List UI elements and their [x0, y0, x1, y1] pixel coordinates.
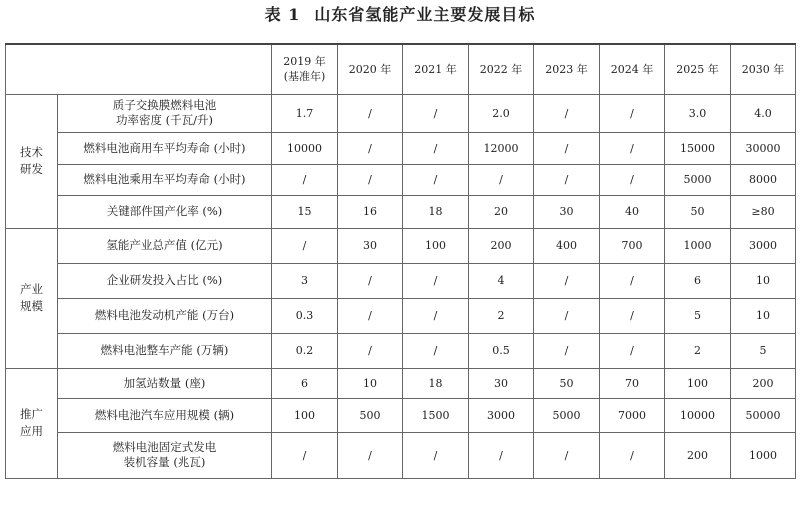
table-row: [6, 195, 796, 228]
table-row: [6, 368, 796, 398]
table-row: [6, 263, 796, 298]
value-cell: /: [600, 263, 665, 298]
value-cell: 3000: [731, 228, 796, 263]
value-cell: 20: [469, 195, 534, 228]
value-cell: 1000: [731, 432, 796, 478]
value-cell: 16: [338, 195, 403, 228]
value-cell: 3: [272, 263, 338, 298]
value-cell: 0.3: [272, 298, 338, 333]
value-cell: /: [338, 298, 403, 333]
value-cell: 7000: [600, 398, 665, 432]
column-header-label: 2020 年: [348, 62, 392, 76]
value-cell: 5: [665, 298, 731, 333]
table-number: 表 1: [264, 5, 301, 24]
value-cell: 200: [469, 228, 534, 263]
value-cell: 1000: [665, 228, 731, 263]
value-cell: 5000: [534, 398, 600, 432]
value-cell: /: [403, 432, 469, 478]
value-cell: 0.2: [272, 333, 338, 368]
value-cell: 8000: [731, 164, 796, 195]
value-cell: /: [600, 333, 665, 368]
header-corner: [6, 44, 272, 94]
column-header-label: 2021 年: [414, 62, 457, 76]
value-cell: 12000: [469, 132, 534, 164]
value-cell: /: [534, 333, 600, 368]
value-cell: /: [469, 432, 534, 478]
value-cell: 18: [403, 195, 469, 228]
value-cell: /: [600, 432, 665, 478]
row-label: 燃料电池固定式发电 装机容量 (兆瓦): [58, 432, 272, 478]
value-cell: /: [272, 164, 338, 195]
value-cell: 200: [665, 432, 731, 478]
value-cell: /: [534, 132, 600, 164]
column-header: [600, 44, 665, 94]
value-cell: 15000: [665, 132, 731, 164]
value-cell: 10000: [665, 398, 731, 432]
value-cell: 40: [600, 195, 665, 228]
value-cell: 500: [338, 398, 403, 432]
row-label: 加氢站数量 (座): [58, 368, 272, 398]
value-cell: 30: [469, 368, 534, 398]
table-row: [6, 164, 796, 195]
value-cell: 5000: [665, 164, 731, 195]
header-row: [6, 44, 796, 94]
group-label: 技术 研发: [6, 94, 58, 228]
column-header: [338, 44, 403, 94]
value-cell: 30: [534, 195, 600, 228]
column-header-label: 2022 年: [479, 62, 523, 76]
column-header: [272, 44, 338, 94]
value-cell: /: [534, 164, 600, 195]
value-cell: 4: [469, 263, 534, 298]
value-cell: 0.5: [469, 333, 534, 368]
row-label: 关键部件国产化率 (%): [58, 195, 272, 228]
row-label: 质子交换膜燃料电池 功率密度 (千瓦/升): [58, 94, 272, 132]
value-cell: 5: [731, 333, 796, 368]
value-cell: /: [338, 432, 403, 478]
value-cell: ≥80: [731, 195, 796, 228]
row-label: 燃料电池汽车应用规模 (辆): [58, 398, 272, 432]
value-cell: 6: [272, 368, 338, 398]
value-cell: 70: [600, 368, 665, 398]
column-header-label: 2024 年: [610, 62, 654, 76]
value-cell: /: [534, 94, 600, 132]
column-header: [534, 44, 600, 94]
table-row: [6, 132, 796, 164]
column-header: [731, 44, 796, 94]
value-cell: /: [534, 298, 600, 333]
row-label: 氢能产业总产值 (亿元): [58, 228, 272, 263]
table-row: [6, 94, 796, 132]
value-cell: /: [338, 164, 403, 195]
value-cell: /: [338, 263, 403, 298]
table-row: [6, 432, 796, 478]
value-cell: 30000: [731, 132, 796, 164]
value-cell: /: [403, 164, 469, 195]
table-row: [6, 228, 796, 263]
value-cell: /: [338, 333, 403, 368]
value-cell: 30: [338, 228, 403, 263]
value-cell: /: [403, 132, 469, 164]
value-cell: 200: [731, 368, 796, 398]
value-cell: /: [534, 432, 600, 478]
value-cell: 1500: [403, 398, 469, 432]
row-label: 燃料电池发动机产能 (万台): [58, 298, 272, 333]
value-cell: 3000: [469, 398, 534, 432]
column-header-label: 2019 年 (基准年): [283, 55, 326, 84]
value-cell: 50: [534, 368, 600, 398]
value-cell: 6: [665, 263, 731, 298]
value-cell: /: [600, 132, 665, 164]
column-header-label: 2030 年: [741, 62, 785, 76]
row-label: 燃料电池乘用车平均寿命 (小时): [58, 164, 272, 195]
row-label: 企业研发投入占比 (%): [58, 263, 272, 298]
value-cell: 10: [731, 298, 796, 333]
column-header-label: 2023 年: [545, 62, 588, 76]
value-cell: 4.0: [731, 94, 796, 132]
value-cell: 15: [272, 195, 338, 228]
value-cell: /: [469, 164, 534, 195]
value-cell: 10000: [272, 132, 338, 164]
value-cell: 100: [403, 228, 469, 263]
value-cell: /: [534, 263, 600, 298]
value-cell: 50: [665, 195, 731, 228]
table-row: [6, 298, 796, 333]
value-cell: /: [600, 298, 665, 333]
value-cell: 400: [534, 228, 600, 263]
value-cell: 100: [272, 398, 338, 432]
group-label: 推广 应用: [6, 368, 58, 478]
table-title: 山东省氢能产业主要发展目标: [314, 5, 536, 24]
value-cell: /: [403, 263, 469, 298]
row-label: 燃料电池整车产能 (万辆): [58, 333, 272, 368]
value-cell: 18: [403, 368, 469, 398]
value-cell: 2: [469, 298, 534, 333]
column-header: [403, 44, 469, 94]
value-cell: 50000: [731, 398, 796, 432]
column-header: [469, 44, 534, 94]
value-cell: 2.0: [469, 94, 534, 132]
table-row: [6, 333, 796, 368]
value-cell: /: [600, 94, 665, 132]
value-cell: 100: [665, 368, 731, 398]
targets-table: [5, 43, 796, 479]
value-cell: 3.0: [665, 94, 731, 132]
table-row: [6, 398, 796, 432]
column-header-label: 2025 年: [676, 62, 719, 76]
value-cell: 2: [665, 333, 731, 368]
value-cell: /: [272, 228, 338, 263]
value-cell: /: [272, 432, 338, 478]
value-cell: /: [403, 333, 469, 368]
value-cell: /: [338, 132, 403, 164]
value-cell: 10: [731, 263, 796, 298]
value-cell: /: [600, 164, 665, 195]
value-cell: /: [403, 298, 469, 333]
value-cell: 700: [600, 228, 665, 263]
value-cell: /: [338, 94, 403, 132]
value-cell: 10: [338, 368, 403, 398]
column-header: [665, 44, 731, 94]
group-label: 产业 规模: [6, 228, 58, 368]
value-cell: 1.7: [272, 94, 338, 132]
value-cell: /: [403, 94, 469, 132]
row-label: 燃料电池商用车平均寿命 (小时): [58, 132, 272, 164]
table-caption: [0, 0, 800, 30]
